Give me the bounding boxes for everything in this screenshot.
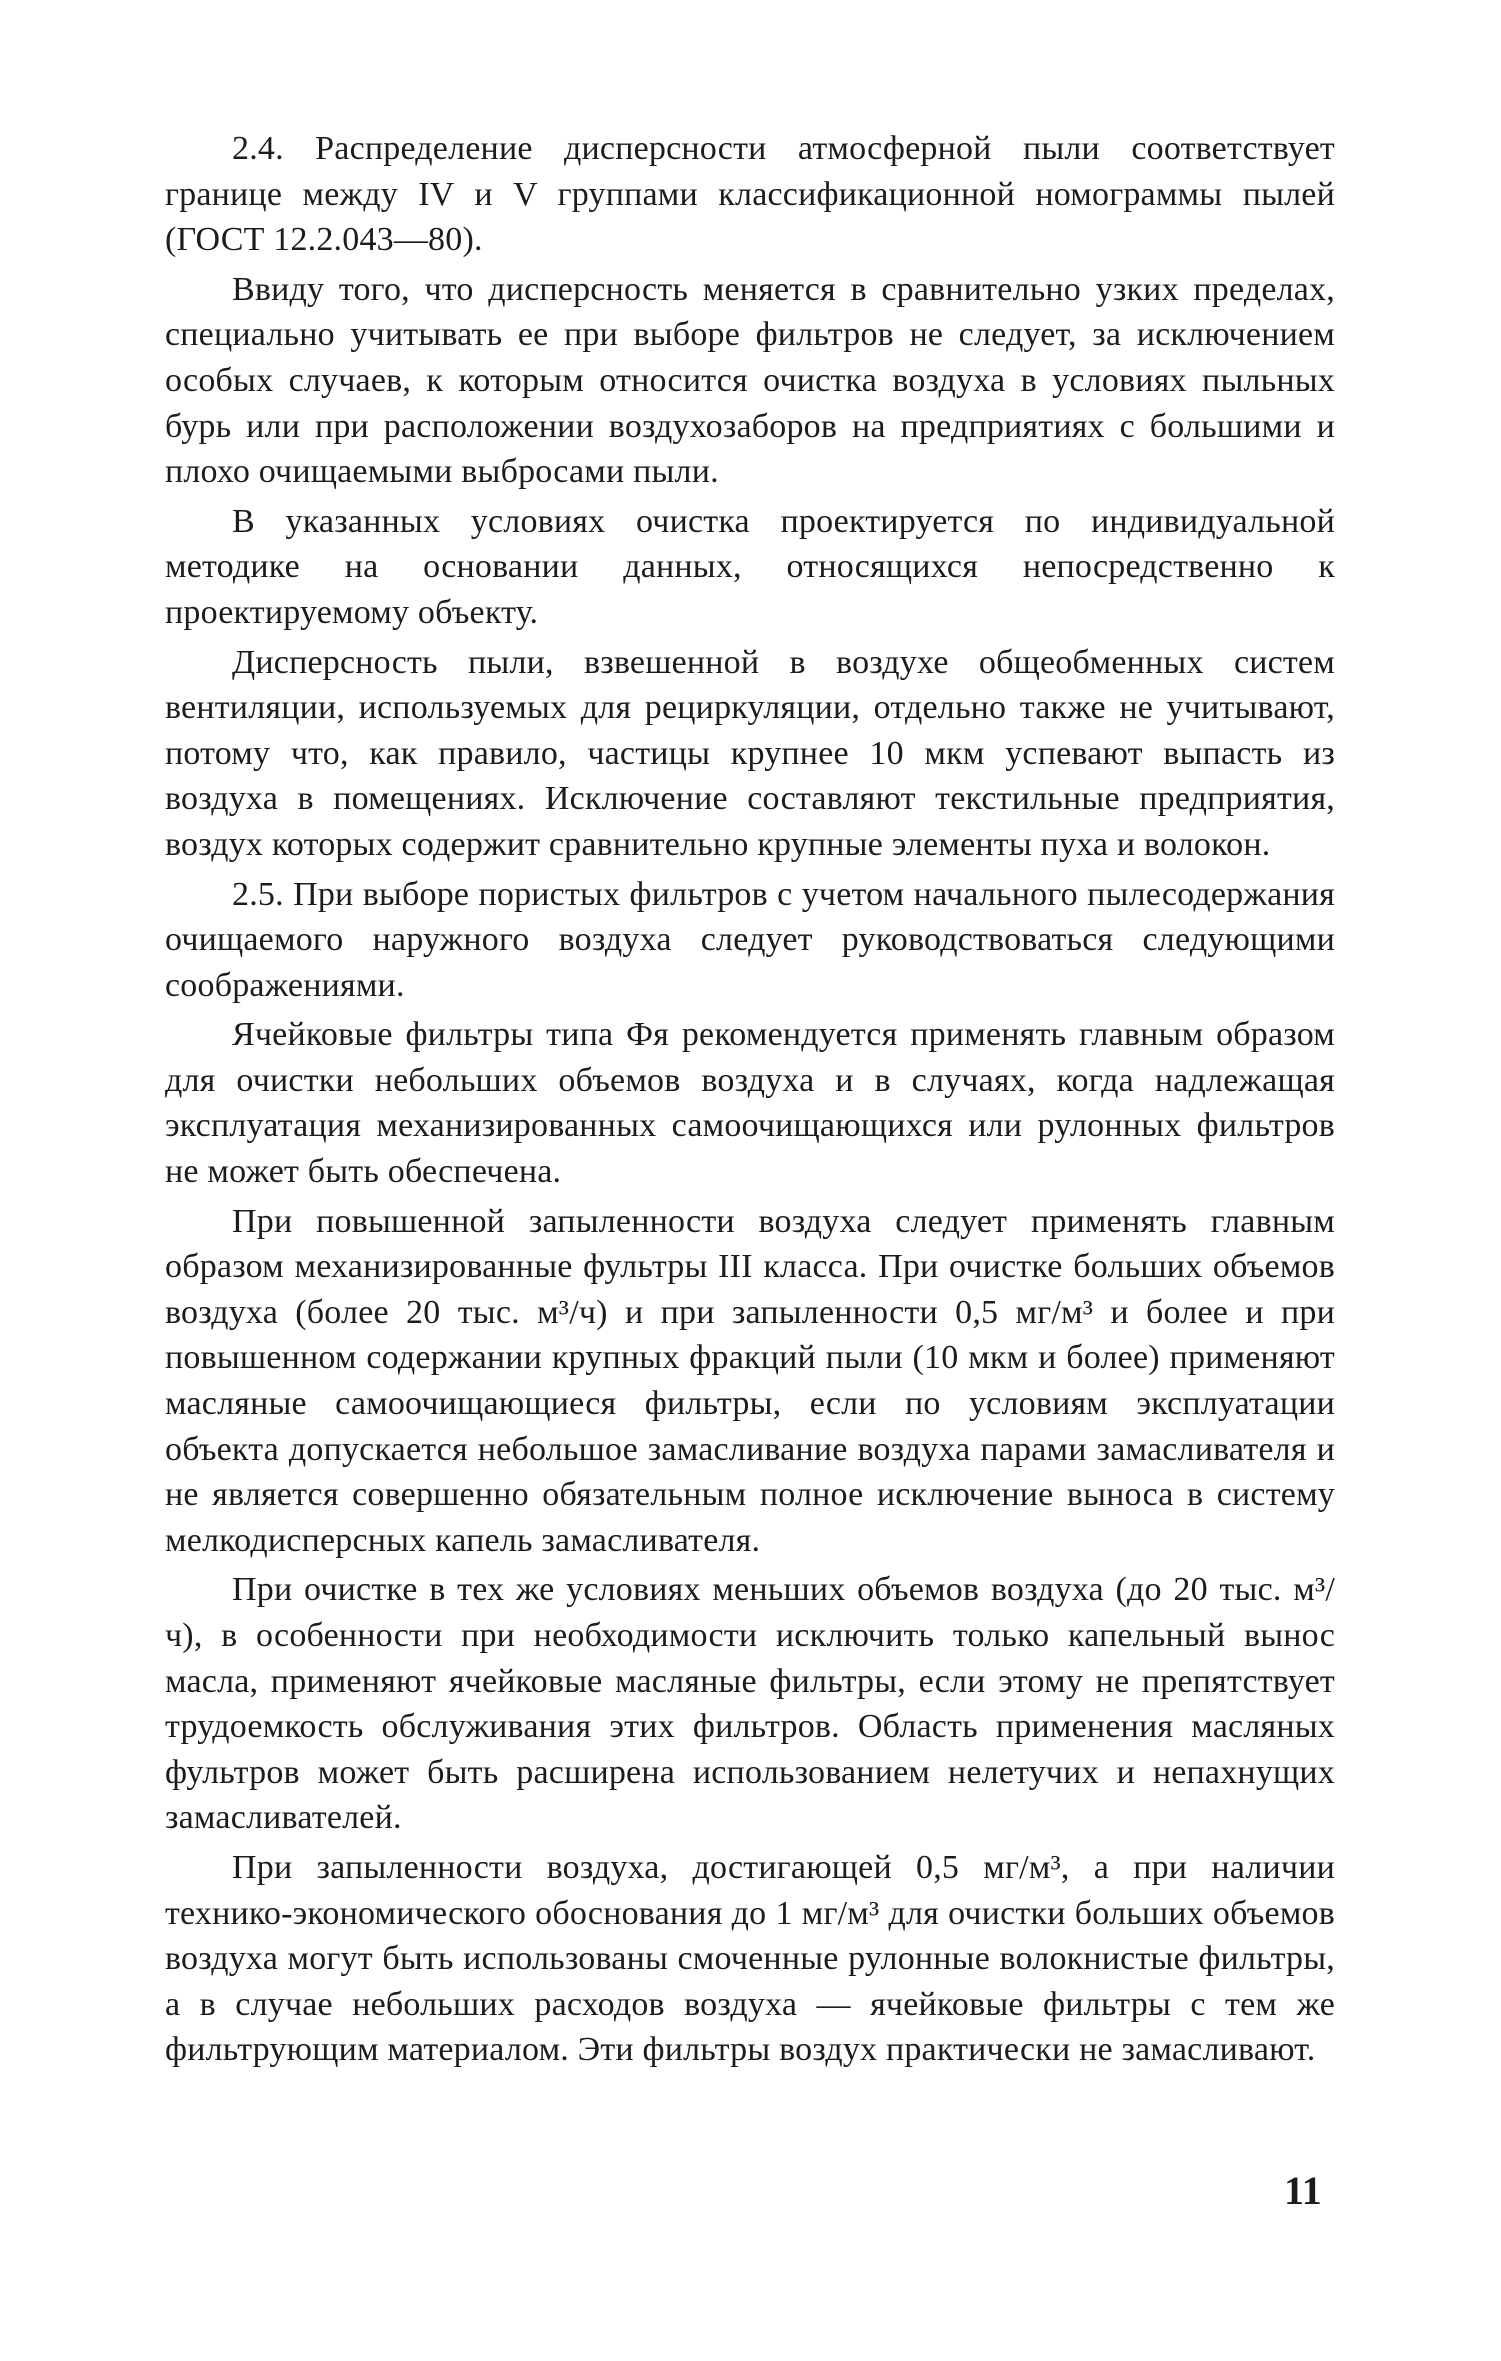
paragraph-cell-filters: Ячейковые фильтры типа Фя рекомендуется применять главным образом для очистки небольших объемов воздуха и в случаях, когда надлежащая эксплуатация механизированных самоочищающихся или рулонных фильтров не может быть обеспечена.	[165, 1016, 1335, 1191]
paragraph-wetted-roll-filters: При запыленности воздуха, достигающей 0,5 мг/м³, а при наличии технико-экономического обоснования до 1 мг/м³ для очистки больших объемов воздуха могут быть использованы смоченные рулонные волокнистые фильтры, а в случае небольших расходов воздуха — ячейковые фильтры с тем же фильтрующим материалом. Эти фильтры воздух практически не замасливают.	[165, 1848, 1335, 2069]
page-body	[165, 126, 1335, 2077]
paragraph-high-dust: При повышенной запыленности воздуха следует применять главным образом механизированные фультры III класса. При очистке больших объемов воздуха (более 20 тыс. м³/ч) и при запыленности 0,5 мг/м³ и более и при повышенном содержании крупных фракций пыли (10 мкм и более) применяют масляные самоочищающиеся фильтры, если по условиям эксплуатации объекта допускается небольшое замасливание воздуха парами замасливателя и не является совершенно обязательным полное исключение выноса в систему мелкодисперсных капель замасливателя.	[165, 1202, 1335, 1559]
paragraph-individual-method: В указанных условиях очистка проектируется по индивидуальной методике на основании данных, относящихся непосредственно к проектируемому объекту.	[165, 502, 1335, 631]
paragraph-2-5: 2.5. При выборе пористых фильтров с учетом начального пылесодержания очищаемого наружного воздуха следует руководствоваться следующими соображениями.	[165, 875, 1335, 1004]
paragraph-small-volumes: При очистке в тех же условиях меньших объемов воздуха (до 20 тыс. м³/ч), в особенности при необходимости исключить только капельный вынос масла, применяют ячейковые масляные фильтры, если этому не препятствует трудоемкость обслуживания этих фильтров. Область применения масляных фультров может быть расширена использованием нелетучих и непахнущих замасливателей.	[165, 1571, 1335, 1837]
paragraph-dispersity-range: Ввиду того, что дисперсность меняется в сравнительно узких пределах, специально учитывать ее при выборе фильтров не следует, за исключением особых случаев, к которым относится очистка воздуха в условиях пыльных бурь или при расположении воздухозаборов на предприятиях с большими и плохо очищаемыми выбросами пыли.	[165, 270, 1335, 491]
page-number: 11	[1284, 2168, 1322, 2213]
paragraph-recirculation-dust: Дисперсность пыли, взвешенной в воздухе общеобменных систем вентиляции, используемых для рециркуляции, отдельно также не учитывают, потому что, как правило, частицы крупнее 10 мкм успевают выпасть из воздуха в помещениях. Исключение составляют текстильные предприятия, воздух которых содержит сравнительно крупные элементы пуха и волокон.	[165, 643, 1335, 863]
paragraph-2-4: 2.4. Распределение дисперсности атмосферной пыли соответствует границе между IV и V группами классификационной номограммы пылей (ГОСТ 12.2.043—80).	[165, 130, 1335, 259]
